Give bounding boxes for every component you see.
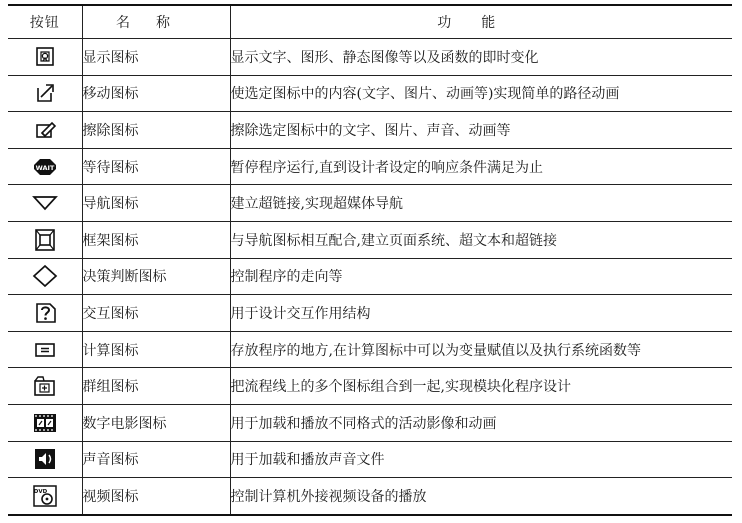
row-name: 移动图标 — [82, 75, 230, 112]
table-row — [8, 221, 732, 258]
row-function: 把流程线上的多个图标组合到一起,实现模块化程序设计 — [230, 368, 732, 405]
table-row — [8, 441, 732, 478]
header-button: 按钮 — [8, 5, 82, 39]
table-row — [8, 112, 732, 149]
row-function: 用于加载和播放不同格式的活动影像和动画 — [230, 404, 732, 441]
row-name: 计算图标 — [82, 331, 230, 368]
row-function: 与导航图标相互配合,建立页面系统、超文本和超链接 — [230, 221, 732, 258]
table-row — [8, 331, 732, 368]
decision-icon — [32, 264, 58, 288]
video-icon-text: DVD — [33, 488, 47, 495]
row-name: 框架图标 — [82, 221, 230, 258]
calculation-icon — [32, 338, 58, 362]
row-name: 等待图标 — [82, 148, 230, 185]
row-function: 建立超链接,实现超媒体导航 — [230, 185, 732, 222]
table-row — [8, 478, 732, 515]
row-function: 显示文字、图形、静态图像等以及函数的即时变化 — [230, 39, 732, 76]
table-row — [8, 185, 732, 222]
row-function: 擦除选定图标中的文字、图片、声音、动画等 — [230, 112, 732, 149]
table-row — [8, 39, 732, 76]
row-name: 数字电影图标 — [82, 404, 230, 441]
row-function: 控制计算机外接视频设备的播放 — [230, 478, 732, 515]
table-row — [8, 148, 732, 185]
wait-icon-text: WAIT — [35, 163, 55, 172]
row-function: 暂停程序运行,直到设计者设定的响应条件满足为止 — [230, 148, 732, 185]
row-function: 用于加载和播放声音文件 — [230, 441, 732, 478]
digital-movie-icon — [32, 411, 58, 435]
row-function: 使选定图标中的内容(文字、图片、动画等)实现简单的路径动画 — [230, 75, 732, 112]
header-function: 功能 — [230, 5, 732, 39]
row-name: 群组图标 — [82, 368, 230, 405]
row-function: 控制程序的走向等 — [230, 258, 732, 295]
row-name: 擦除图标 — [82, 112, 230, 149]
row-function: 用于设计交互作用结构 — [230, 295, 732, 332]
row-name: 交互图标 — [82, 295, 230, 332]
row-name: 视频图标 — [82, 478, 230, 515]
interaction-icon — [32, 301, 58, 325]
framework-icon — [32, 228, 58, 252]
video-icon — [32, 484, 58, 508]
row-name: 显示图标 — [82, 39, 230, 76]
table-row — [8, 75, 732, 112]
header-name: 名称 — [82, 5, 230, 39]
table-row — [8, 404, 732, 441]
row-name: 决策判断图标 — [82, 258, 230, 295]
motion-icon — [32, 81, 58, 105]
wait-icon — [32, 155, 58, 179]
table-header-row — [8, 5, 732, 39]
table-row — [8, 368, 732, 405]
row-function: 存放程序的地方,在计算图标中可以为变量赋值以及执行系统函数等 — [230, 331, 732, 368]
navigate-icon — [32, 191, 58, 215]
row-name: 声音图标 — [82, 441, 230, 478]
erase-icon — [32, 118, 58, 142]
icon-reference-table — [8, 4, 732, 516]
sound-icon — [32, 447, 58, 471]
table-row — [8, 258, 732, 295]
display-icon — [32, 45, 58, 69]
map-icon — [32, 374, 58, 398]
row-name: 导航图标 — [82, 185, 230, 222]
table-row — [8, 295, 732, 332]
